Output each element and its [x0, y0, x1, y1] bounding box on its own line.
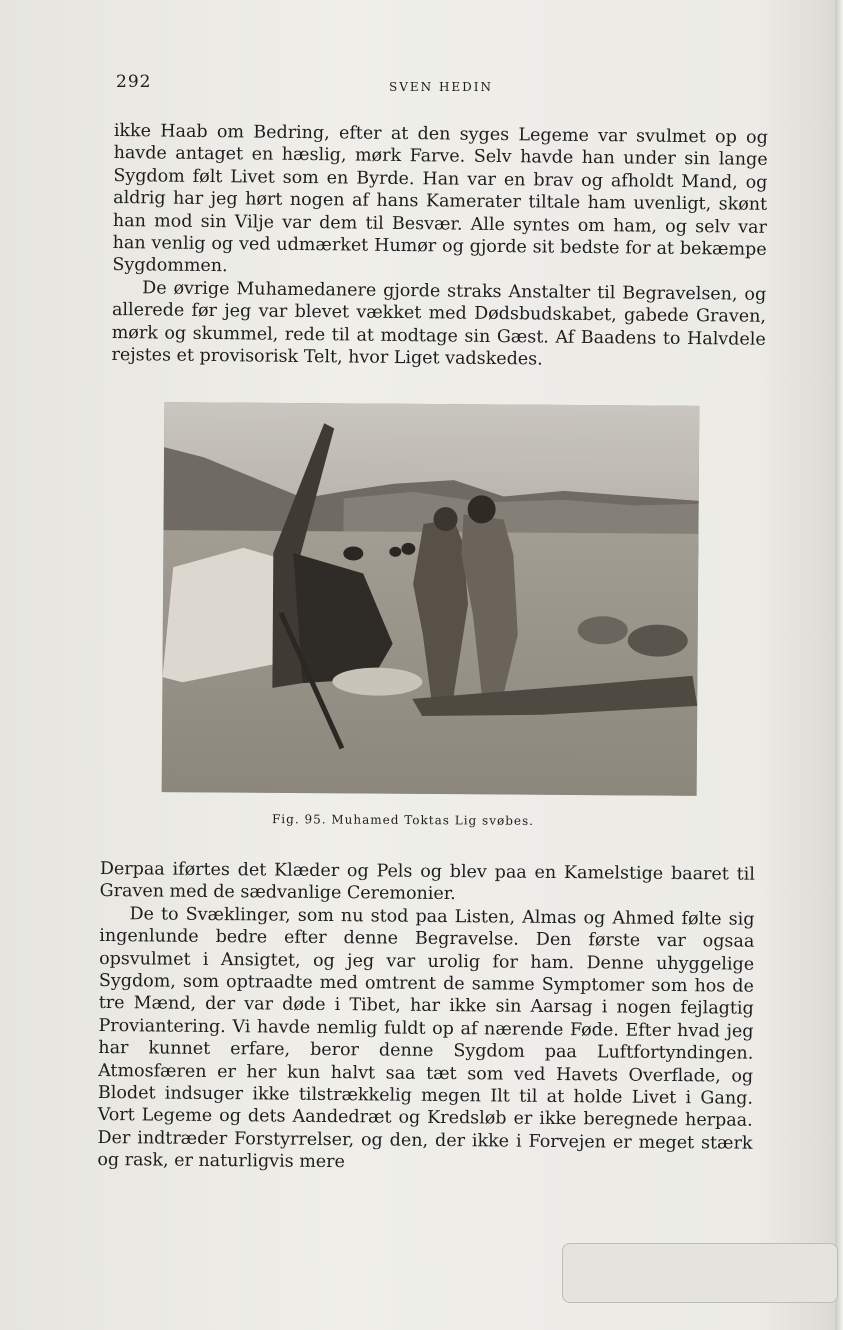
man-right-head [468, 495, 496, 523]
figure-caption: Fig. 95. Muhamed Toktas Lig svøbes. [271, 812, 535, 828]
camel-3 [389, 547, 401, 557]
figure-photo [162, 402, 700, 796]
running-head: SVEN HEDIN [389, 80, 494, 94]
bottom-text-block [97, 858, 755, 1177]
paragraph: ikke Haab om Bedring, efter at den syges Legeme var svulmet op og havde antaget en hæslig, mørk Farve. Selv havde han under sin lange Sygdom følt Livet som en Byrde. Han var en brav og afholdt Mand, og aldrig har jeg hørt nogen af hans Kamerater tiltale ham uvenligt, skønt han mod sin Vilje var dem til Besvær. Alle syntes om ham, og selv var han venlig og ved udmærket Humør og gjorde sit bedste for at bekæmpe Sygdommen. [112, 120, 768, 277]
paragraph: Derpaa iførtes det Klæder og Pels og blev paa en Kamelstige baaret til Graven med de sædvanlige Ceremonier. [99, 858, 755, 905]
tent-cloth [162, 547, 281, 683]
paragraph: De øvrige Muhamedanere gjorde straks Anstalter til Begravelsen, og allerede før jeg var blevet vækket med Dødsbudskabet, gabede Graven, mørk og skummel, rede til at modtage sin Gæst. Af Baadens to Halvdele rejstes et provisorisk Telt, hvor Liget vadskedes. [111, 278, 767, 370]
man-left-head [433, 507, 457, 531]
camel-1 [343, 546, 363, 560]
desert-camp-photo [162, 402, 700, 796]
library-label-patch [562, 1243, 838, 1303]
page-edge [835, 0, 843, 1330]
paragraph: De to Svæklinger, som nu stod paa Listen, Almas og Ahmed følte sig ingenlunde bedre efter denne Begravelse. Den første var ogsaa opsvulmet i Ansigtet, og jeg var urolig for ham. Denne uhyggelige Sygdom, som optraadte med omtrent de samme Symptomer som hos de tre Mænd, der var døde i Tibet, har ikke sin Aarsag i nogen fejlagtig Proviantering. Vi havde nemlig fuldt op af nærende Føde. Efter hvad jeg har kunnet erfare, beror denne Sygdom paa Luftfortyndingen. Atmosfæren er her kun halvt saa tæt som ved Havets Overflade, og Blodet indsuger ikke tilstrækkelig megen Ilt til at holde Livet i Gang. Vort Legeme og dets Aandedræt og Kredsløb er ikke beregnede herpaa. Der indtræder Forstyrrelser, og den, der ikke i Forvejen er meget stærk og rask, er naturligvis mere [97, 904, 755, 1173]
page-number: 292 [116, 72, 152, 92]
camel-2 [401, 543, 415, 555]
top-text-block [111, 120, 768, 373]
